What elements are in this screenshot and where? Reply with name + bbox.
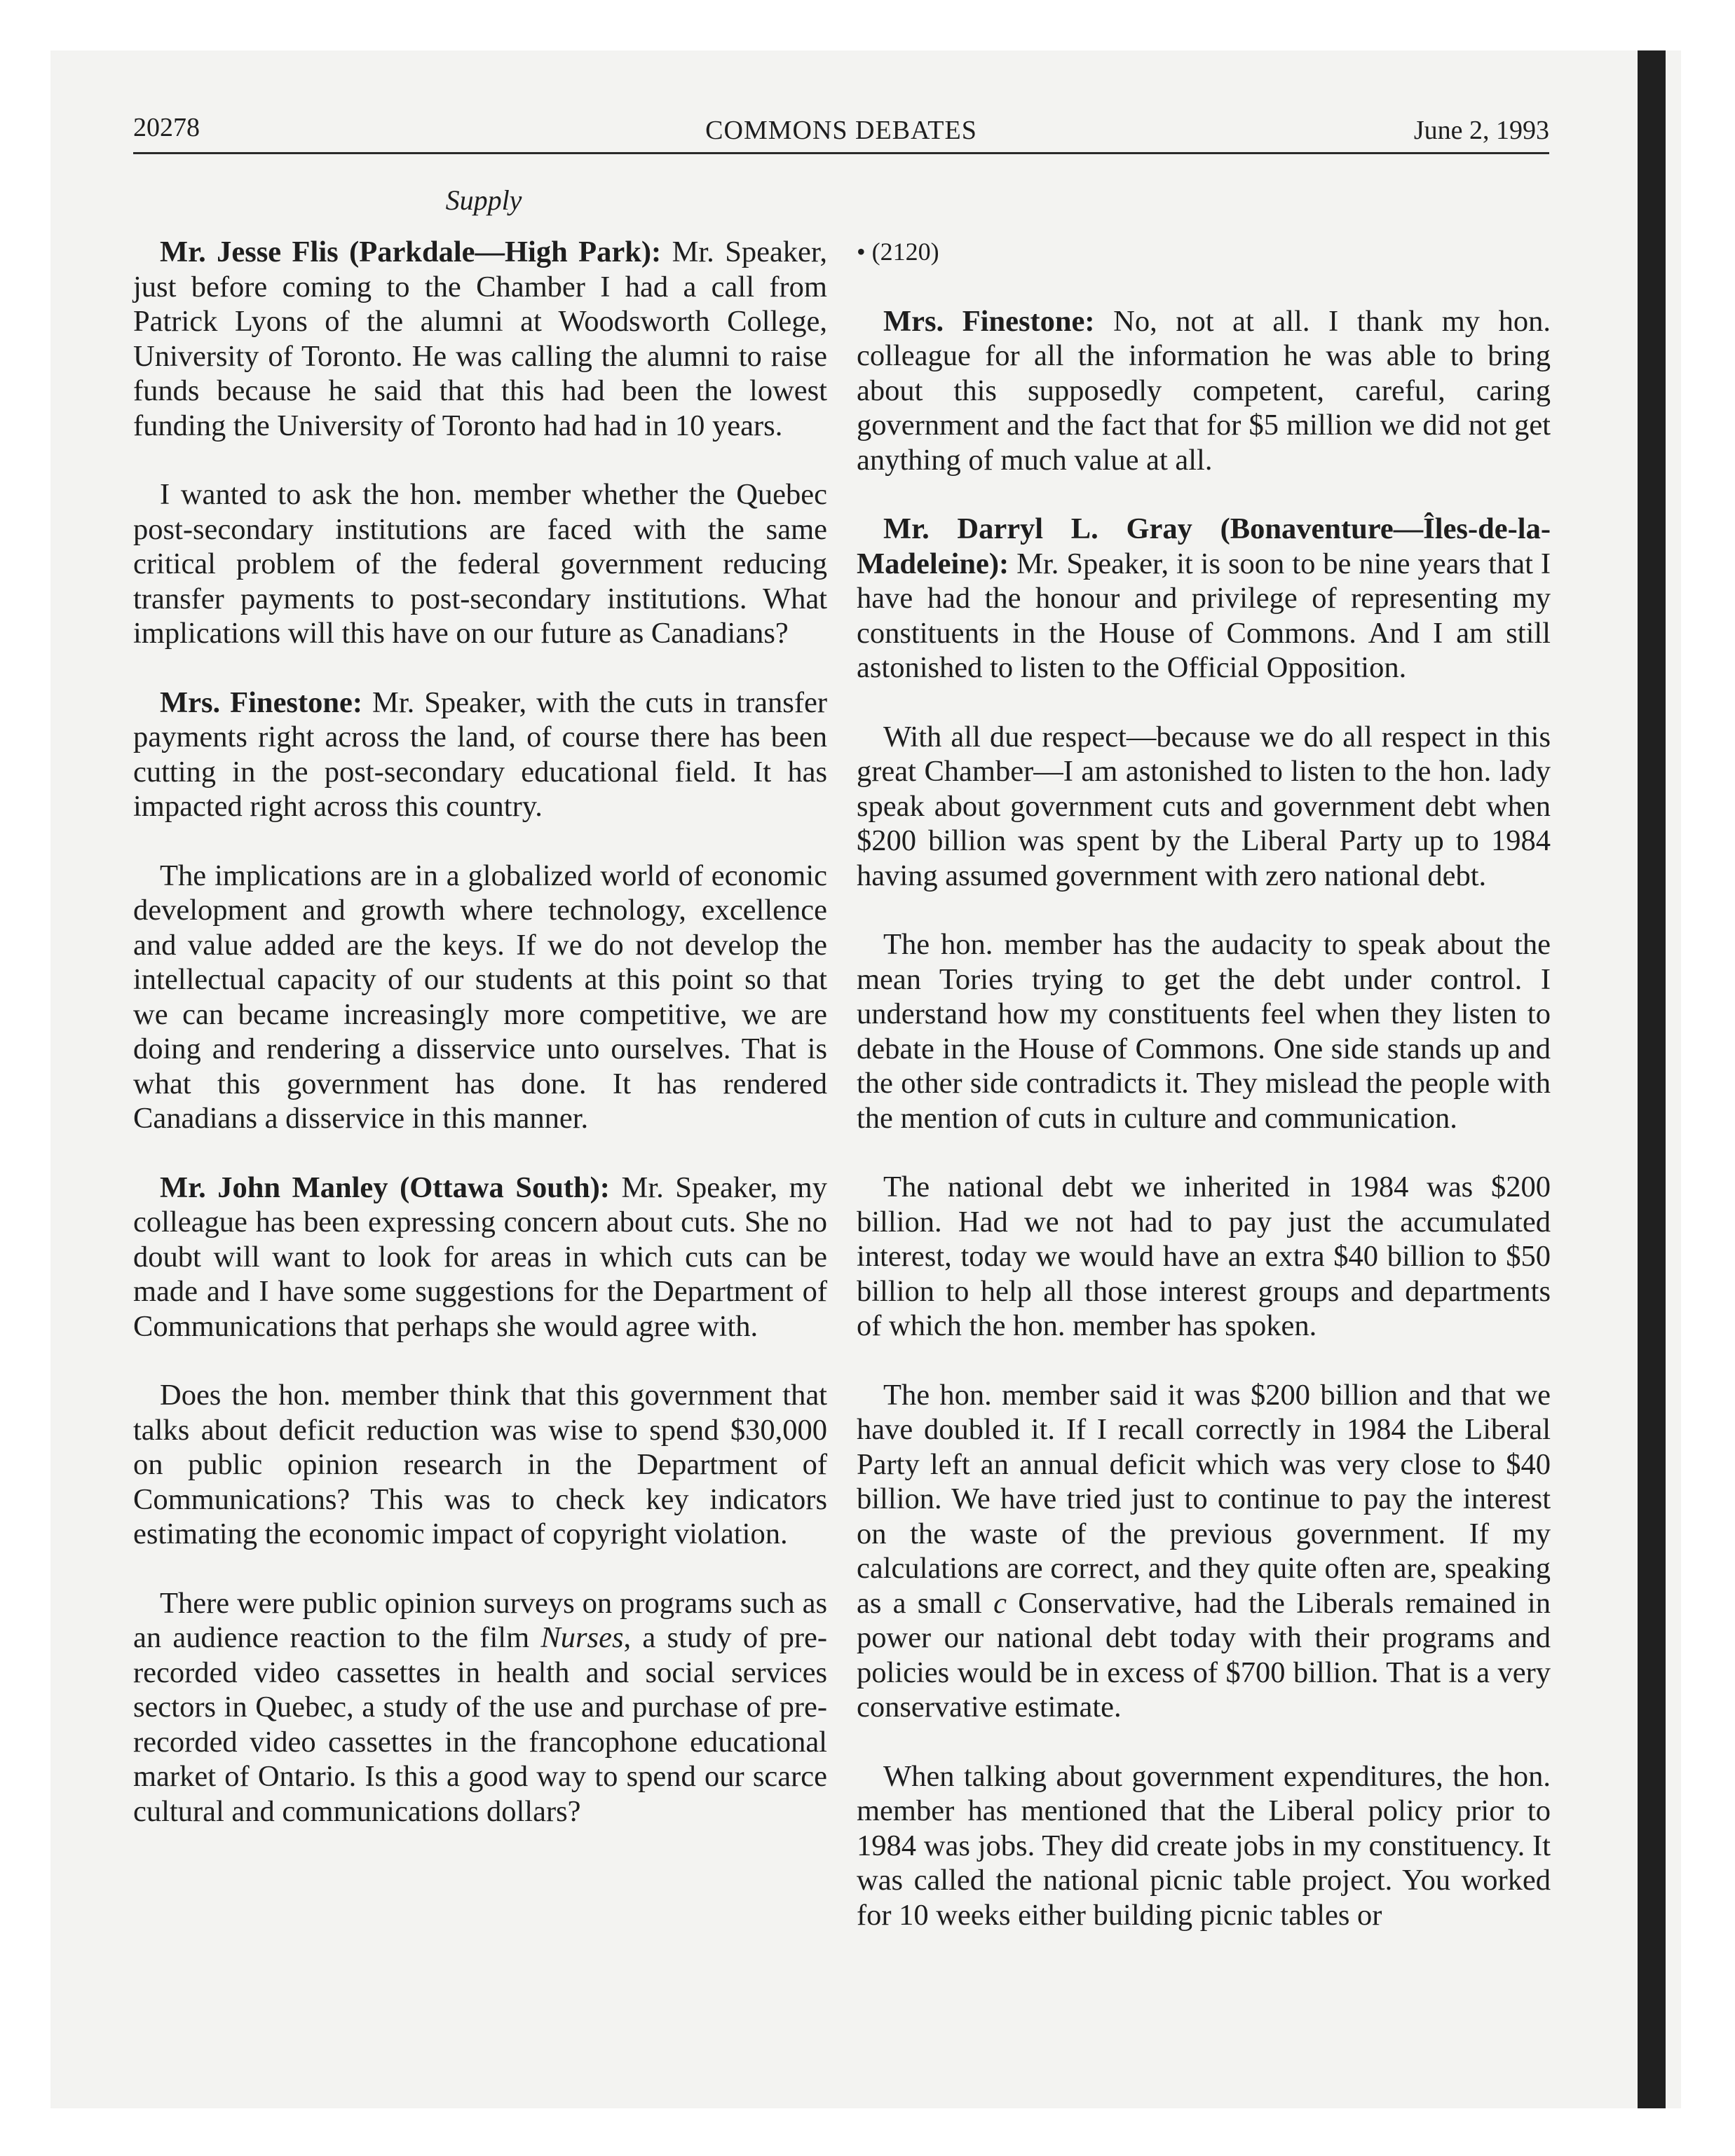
paragraph-text: , a study of pre-recorded video cassettes in health and social services sectors in Quebec, a study of the use and purchase of pre-recorded video cassettes in the francophone educational market of Ontario. Is this a good way to spend our scarce cultural and communications dollars?	[133, 1621, 827, 1828]
paragraph	[857, 720, 1551, 894]
paragraph	[133, 1586, 827, 1829]
paragraph	[133, 1378, 827, 1552]
paragraph-text: Mr. Speaker, with the cuts in transfer payments right across the land, of course there has been cutting in the post-secondary educational field. It has impacted right across this country.	[133, 685, 827, 823]
paragraph-text: The implications are in a globalized world of economic development and growth where technology, excellence and value added are the keys. If we do not develop the intellectual capacity of our students at this point so that we can became increasingly more competitive, we are doing and rendering a disservice unto ourselves. That is what this government has done. It has rendered Canadians a disservice in this manner.	[133, 859, 827, 1135]
scan-edge-shadow	[1638, 50, 1666, 2108]
paragraph-text: Conservative, had the Liberals remained in power our national debt today with their programs and policies would be in excess of $700 billion. That is a very conservative estimate.	[857, 1586, 1551, 1724]
publication-title: COMMONS DEBATES	[705, 116, 977, 145]
speaker-name: Mrs. Finestone:	[883, 304, 1095, 338]
left-column	[133, 235, 827, 1863]
right-column	[857, 235, 1551, 1967]
paragraph	[133, 235, 827, 443]
italic-letter: c	[993, 1586, 1007, 1620]
paragraph-text: The hon. member said it was $200 billion and that we have doubled it. If I recall correctly in 1984 the Liberal Party left an annual deficit which was very close to $40 billion. We have tried just to continue to pay the interest on the waste of the previous government. If my calculations are correct, and they quite often are, speaking as a small	[857, 1378, 1551, 1620]
speaker-name: Mr. Jesse Flis (Parkdale—High Park):	[160, 236, 662, 268]
paragraph	[857, 304, 1551, 478]
paragraph	[857, 1759, 1551, 1933]
speaker-name: Mr. Darryl L. Gray (Bonaventure—Îles-de-la-Madeleine):	[857, 512, 1551, 580]
speaker-name: Mr. John Manley (Ottawa South):	[160, 1171, 610, 1204]
publication-date: June 2, 1993	[1413, 116, 1549, 145]
paragraph-text: Mr. Speaker, it is soon to be nine years that I have had the honour and privilege of representing my constituents in the House of Commons. And I am still astonished to listen to the Official Opposition.	[857, 547, 1551, 684]
paragraph-text: Does the hon. member think that this government that talks about deficit reduction was wise to spend $30,000 on public opinion research in the Department of Communications? This was to check key indicators estimating the economic impact of copyright violation.	[133, 1379, 827, 1550]
paragraph-text: No, not at all. I thank my hon. colleague for all the information he was able to bring about this supposedly competent, careful, caring government and the fact that for $5 million we did not get anything of much value at all.	[857, 304, 1551, 477]
header-rule	[133, 152, 1549, 154]
section-heading: Supply	[445, 184, 522, 216]
paragraph-text: With all due respect—because we do all respect in this great Chamber—I am astonished to listen to the hon. lady speak about government cuts and government debt when $200 billion was spent by the Liberal Party up to 1984 having assumed government with zero national debt.	[857, 720, 1551, 892]
page-header	[133, 112, 1549, 154]
paragraph	[857, 1378, 1551, 1725]
paragraph	[133, 477, 827, 651]
paragraph	[857, 1170, 1551, 1344]
paragraph	[133, 1171, 827, 1344]
paragraph	[133, 685, 827, 824]
paragraph-text: Mr. Speaker, my colleague has been expressing concern about cuts. She no doubt will want to look for areas in which cuts can be made and I have some suggestions for the Department of Communications that perhaps she would agree with.	[133, 1171, 827, 1343]
paragraph-text: The hon. member has the audacity to speak about the mean Tories trying to get the debt under control. I understand how my constituents feel when they listen to debate in the House of Commons. One side stands up and the other side contradicts it. They mislead the people with the mention of cuts in culture and communication.	[857, 928, 1551, 1135]
paragraph	[857, 512, 1551, 685]
paragraph	[133, 859, 827, 1136]
film-title: Nurses	[540, 1621, 624, 1654]
paragraph-text: There were public opinion surveys on programs such as an audience reaction to the film	[133, 1586, 827, 1654]
paragraph-text: Mr. Speaker, just before coming to the Chamber I had a call from Patrick Lyons of the alumni at Woodsworth College, University of Toronto. He was calling the alumni to raise funds because he said that this had been the lowest funding the University of Toronto had had in 10 years.	[133, 236, 827, 442]
paragraph-text: When talking about government expenditures, the hon. member has mentioned that the Liberal policy prior to 1984 was jobs. They did create jobs in my constituency. It was called the national picnic table project. You worked for 10 weeks either building picnic tables or	[857, 1759, 1551, 1932]
paragraph	[857, 927, 1551, 1135]
paragraph-text: The national debt we inherited in 1984 was $200 billion. Had we not had to pay just the accumulated interest, today we would have an extra $40 billion to $50 billion to help all those interest groups and departments of which the hon. member has spoken.	[857, 1171, 1551, 1342]
time-stamp: • (2120)	[857, 238, 939, 266]
paragraph-text: I wanted to ask the hon. member whether the Quebec post-secondary institutions are faced with the same critical problem of the federal government reducing transfer payments to post-secondary institutions. What implications will this have on our future as Canadians?	[133, 478, 827, 650]
speaker-name: Mrs. Finestone:	[160, 685, 363, 719]
page-number: 20278	[133, 113, 200, 142]
